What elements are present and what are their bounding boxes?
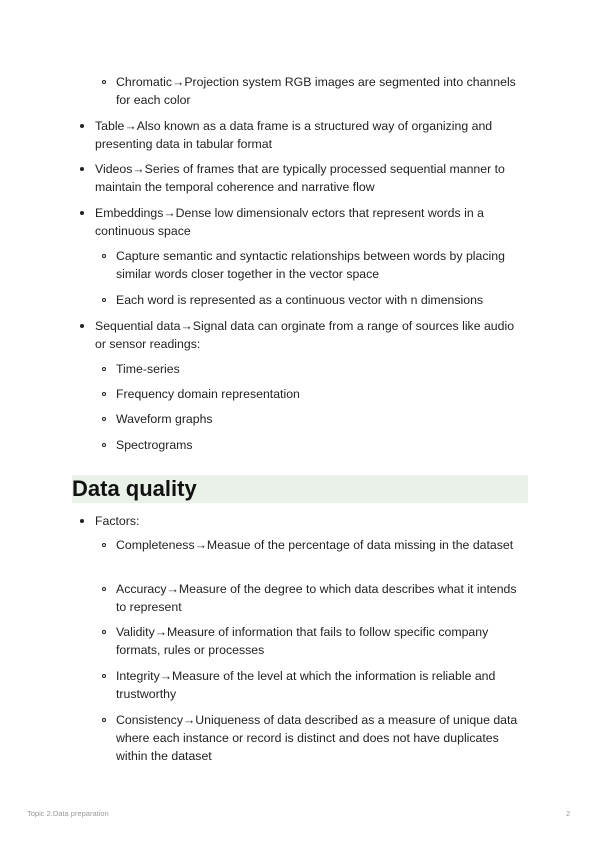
list-item bbox=[0, 385, 600, 403]
list-item bbox=[0, 512, 600, 530]
disc-bullet-icon bbox=[80, 167, 84, 171]
disc-bullet-icon bbox=[80, 519, 84, 523]
circle-bullet-icon bbox=[102, 392, 106, 396]
circle-bullet-icon bbox=[102, 674, 106, 678]
list-item bbox=[0, 317, 600, 353]
disc-bullet-icon bbox=[80, 211, 84, 215]
circle-bullet-icon bbox=[102, 587, 106, 591]
list-item-text: Validity→Measure of information that fails to follow specific company formats, rules or processes bbox=[116, 625, 489, 657]
page-number: 2 bbox=[566, 809, 571, 818]
circle-bullet-icon bbox=[102, 443, 106, 447]
circle-bullet-icon bbox=[102, 298, 106, 302]
list-item-text: Chromatic→Projection system RGB images are segmented into channels for each color bbox=[116, 75, 516, 107]
disc-bullet-icon bbox=[80, 324, 84, 328]
list-item-text: Each word is represented as a continuous vector with n dimensions bbox=[116, 293, 484, 307]
list-item bbox=[0, 247, 600, 283]
circle-bullet-icon bbox=[102, 80, 106, 84]
list-item-text: Embeddings→Dense low dimensionalv ectors that represent words in a continuous space bbox=[95, 206, 484, 238]
section-heading: Data quality bbox=[72, 476, 197, 501]
list-item bbox=[0, 291, 600, 309]
footer-topic: Topic 2.Data preparation bbox=[27, 809, 109, 818]
circle-bullet-icon bbox=[102, 630, 106, 634]
list-item-text: Integrity→Measure of the level at which the information is reliable and trustworthy bbox=[116, 669, 496, 701]
list-item bbox=[0, 360, 600, 378]
list-item bbox=[0, 536, 600, 572]
list-item-text: Consistency→Uniqueness of data described as a measure of unique data where each instance or record is distinct and does not have duplicates within the dataset bbox=[116, 713, 518, 763]
disc-bullet-icon bbox=[80, 124, 84, 128]
circle-bullet-icon bbox=[102, 543, 106, 547]
list-item-text: Spectrograms bbox=[116, 438, 193, 452]
list-item-text: Time-series bbox=[116, 362, 180, 376]
circle-bullet-icon bbox=[102, 718, 106, 722]
circle-bullet-icon bbox=[102, 254, 106, 258]
list-item bbox=[0, 580, 600, 616]
list-item bbox=[0, 667, 600, 703]
list-item bbox=[0, 117, 600, 153]
list-item-text: Capture semantic and syntactic relationships between words by placing similar words closer together in the vector space bbox=[116, 249, 505, 281]
list-item-text: Completeness→Measue of the percentage of data missing in the dataset bbox=[116, 538, 514, 552]
circle-bullet-icon bbox=[102, 417, 106, 421]
list-item-text: Factors: bbox=[95, 514, 140, 528]
list-item bbox=[0, 623, 600, 659]
list-item-text: Table→Also known as a data frame is a structured way of organizing and presenting data in tabular format bbox=[95, 119, 493, 151]
list-item-text: Videos→Series of frames that are typically processed sequential manner to maintain the temporal coherence and narrative flow bbox=[95, 162, 505, 194]
list-item bbox=[0, 73, 600, 109]
list-item bbox=[0, 204, 600, 240]
list-item-text: Sequential data→Signal data can orginate from a range of sources like audio or sensor readings: bbox=[95, 319, 515, 351]
list-item bbox=[0, 711, 600, 765]
circle-bullet-icon bbox=[102, 367, 106, 371]
list-item bbox=[0, 436, 600, 454]
list-item-text: Waveform graphs bbox=[116, 412, 213, 426]
list-item bbox=[0, 160, 600, 196]
list-item-text: Accuracy→Measure of the degree to which data describes what it intends to represent bbox=[116, 582, 517, 614]
list-item bbox=[0, 410, 600, 428]
list-item-text: Frequency domain representation bbox=[116, 387, 300, 401]
section-heading-block bbox=[72, 475, 528, 503]
